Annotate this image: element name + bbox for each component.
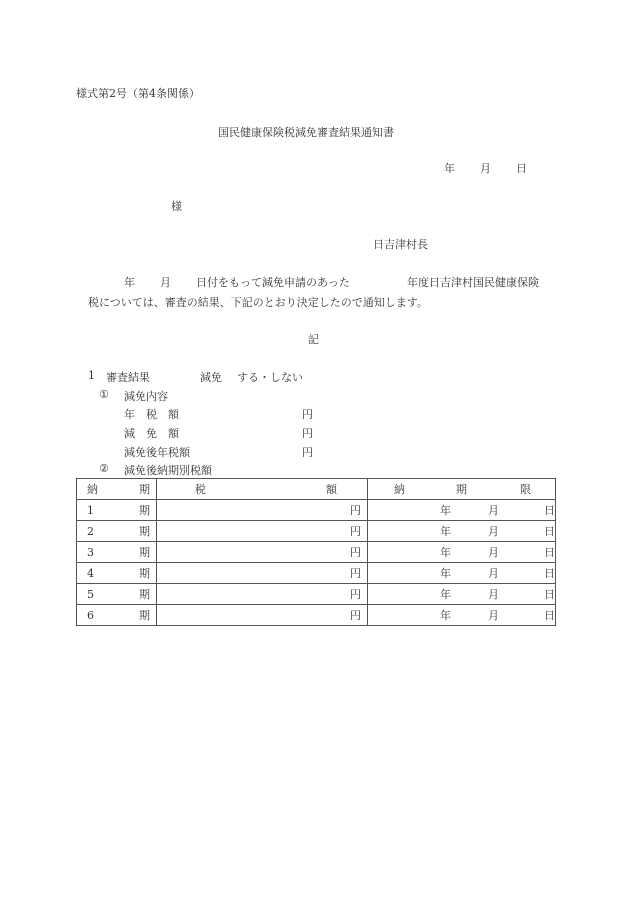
due-month: 月 [487, 588, 499, 601]
due-month: 月 [487, 567, 499, 580]
reduction-unit: 円 [302, 427, 313, 440]
period-suffix: 期 [139, 588, 150, 601]
table-row [77, 584, 556, 605]
table-row [77, 500, 556, 521]
due-year: 年 [439, 546, 451, 559]
header-due-c: 限 [519, 483, 531, 496]
table-row [77, 542, 556, 563]
header-tax-b: 額 [325, 483, 337, 496]
period-number: 1 [87, 503, 94, 517]
due-day: 日 [543, 546, 555, 559]
body-line2: 税については、審査の結果、下記のとおり決定したので通知します。 [88, 296, 428, 309]
due-day: 日 [543, 504, 555, 517]
period-number: 5 [87, 587, 94, 601]
document-title: 国民健康保険税減免審査結果通知書 [218, 126, 394, 139]
due-day: 日 [543, 609, 555, 622]
tax-amount-unit: 円 [349, 525, 361, 538]
body-tail: 年度日吉津村国民健康保険 [407, 276, 539, 289]
due-year: 年 [439, 525, 451, 538]
due-month: 月 [487, 609, 499, 622]
period-suffix: 期 [139, 567, 150, 580]
period-suffix: 期 [139, 609, 150, 622]
period-suffix: 期 [139, 504, 150, 517]
table-row [77, 521, 556, 542]
post-reduction-tax-unit: 円 [302, 446, 313, 459]
period-suffix: 期 [139, 546, 150, 559]
header-period-b: 期 [139, 483, 150, 496]
period-number: 6 [87, 608, 94, 622]
period-suffix: 期 [139, 525, 150, 538]
due-month: 月 [487, 525, 499, 538]
header-tax-a: 税 [194, 483, 206, 496]
period-number: 4 [87, 566, 94, 580]
header-period-a: 納 [87, 483, 98, 496]
annual-tax-unit: 円 [302, 408, 313, 421]
body-year: 年 [124, 276, 135, 289]
post-reduction-tax-label: 減免後年税額 [124, 446, 190, 459]
item-label: 減免内容 [124, 390, 168, 403]
period-number: 3 [87, 545, 94, 559]
reduction-label: 減 免 額 [124, 427, 179, 440]
due-year: 年 [439, 609, 451, 622]
table-header [77, 479, 556, 500]
due-year: 年 [439, 567, 451, 580]
tax-amount-unit: 円 [349, 588, 361, 601]
section-number: 1 [88, 369, 95, 382]
date-year: 年 [444, 162, 455, 175]
addressee-suffix: 様 [171, 200, 182, 213]
section-label: 審査結果 [106, 371, 150, 384]
form-label: 様式第2号（第4条関係） [76, 87, 200, 100]
item-marker: ① [99, 388, 109, 401]
ki-heading: 記 [308, 333, 319, 346]
installment-table [76, 478, 556, 626]
item-marker: ② [99, 462, 109, 475]
tax-amount-unit: 円 [349, 546, 361, 559]
tax-amount-unit: 円 [349, 504, 361, 517]
tax-amount-unit: 円 [349, 609, 361, 622]
due-month: 月 [487, 546, 499, 559]
annual-tax-label: 年 税 額 [124, 408, 179, 421]
date-month: 月 [480, 162, 491, 175]
body-text: 日付をもって減免申請のあった [196, 276, 350, 289]
date-day: 日 [516, 162, 527, 175]
header-due-b: 期 [455, 483, 467, 496]
due-day: 日 [543, 588, 555, 601]
period-number: 2 [87, 524, 94, 538]
table-row [77, 563, 556, 584]
table-row [77, 605, 556, 626]
item-label: 減免後納期別税額 [124, 464, 212, 477]
due-month: 月 [487, 504, 499, 517]
due-day: 日 [543, 567, 555, 580]
tax-amount-unit: 円 [349, 567, 361, 580]
issuer-name: 日吉津村長 [373, 238, 428, 251]
result-label: 減免 [200, 371, 222, 384]
result-options: する・しない [237, 371, 303, 384]
due-day: 日 [543, 525, 555, 538]
due-year: 年 [439, 504, 451, 517]
due-year: 年 [439, 588, 451, 601]
header-due-a: 納 [393, 483, 405, 496]
body-month: 月 [160, 276, 171, 289]
